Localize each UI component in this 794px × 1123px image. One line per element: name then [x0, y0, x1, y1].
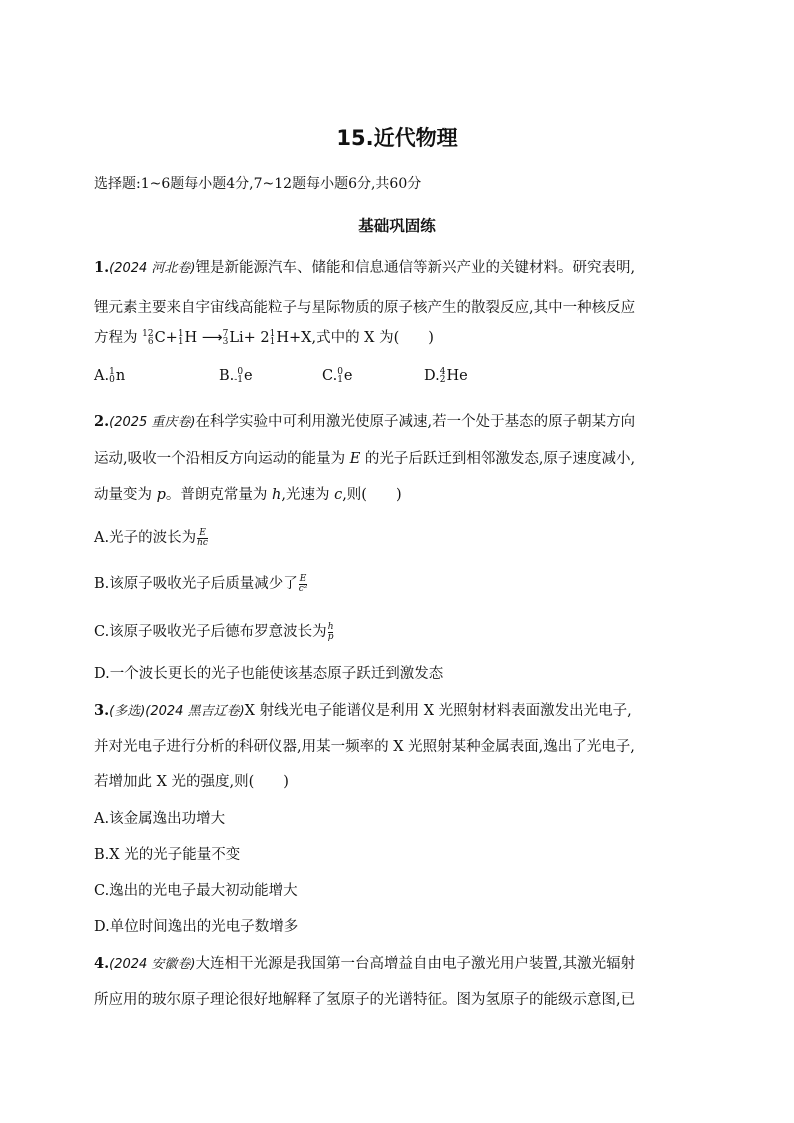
instructions: 选择题:1~6题每小题4分,7~12题每小题6分,共60分	[94, 176, 422, 192]
atomic-number: 6	[147, 337, 154, 347]
particle-symbol: e	[343, 368, 353, 384]
fraction	[197, 529, 208, 548]
text-part: ,光速为	[281, 487, 335, 503]
hydrogen-nuclide-indices	[178, 330, 184, 346]
fraction	[299, 575, 308, 594]
question-3-line-3: 若增加此 X 光的强度,则( )	[94, 774, 289, 790]
mass-number: 1	[109, 367, 115, 377]
question-2-source: (2025 重庆卷)	[109, 415, 196, 430]
mass-number: 4	[439, 367, 446, 377]
energy-symbol: E	[349, 451, 361, 467]
numerator: E	[199, 527, 206, 538]
text-part: 动量变为	[94, 487, 157, 503]
question-1-number: 1.	[94, 259, 110, 276]
particle-symbol: n	[115, 368, 126, 384]
question-1-option-b[interactable]	[219, 368, 253, 384]
question-1-text: 锂是新能源汽车、储能和信息通信等新兴产业的关键材料。研究表明,	[195, 260, 636, 276]
question-3-option-b[interactable]: B.X 光的光子能量不变	[94, 847, 241, 863]
mass-number: 0	[337, 367, 343, 377]
momentum-symbol: p	[156, 487, 166, 503]
equation-prefix: 方程为	[94, 330, 143, 346]
question-1-option-c[interactable]	[322, 368, 353, 384]
question-2-option-c[interactable]	[94, 622, 333, 642]
nuclide-indices	[109, 368, 115, 384]
question-3-line-1	[94, 701, 632, 722]
mass-number: 1	[269, 329, 276, 339]
question-2-option-a[interactable]	[94, 528, 208, 548]
question-3-option-d[interactable]: D.单位时间逸出的光电子数增多	[94, 919, 299, 935]
question-1-equation-line	[94, 328, 434, 348]
planck-symbol: h	[272, 487, 282, 503]
question-4-number: 4.	[94, 955, 110, 972]
question-4-line-1	[94, 954, 635, 975]
question-4-source: (2024 安徽卷)	[109, 957, 196, 972]
hydrogen-nuclide-indices-2	[270, 330, 276, 346]
question-1-option-a[interactable]	[94, 368, 125, 384]
mass-number: 1	[177, 329, 184, 339]
question-1-source: (2024 河北卷)	[109, 261, 196, 276]
light-speed-symbol: c	[334, 487, 343, 503]
question-2-text: 在科学实验中可利用激光使原子减速,若一个处于基态的原子朝某方向	[195, 414, 636, 430]
question-2-line-3	[94, 485, 402, 505]
lithium-symbol: Li+ 2	[229, 330, 270, 346]
option-letter: D.	[424, 368, 440, 384]
question-1-line-1	[94, 258, 635, 279]
text-part: ,则( )	[342, 487, 402, 503]
lithium-nuclide-indices	[223, 330, 229, 346]
denominator: p	[327, 631, 334, 642]
option-letter: C.	[322, 368, 338, 384]
option-text: A.光子的波长为	[94, 530, 197, 546]
atomic-number: -1	[234, 375, 244, 385]
particle-symbol: He	[446, 368, 468, 384]
page-title: 15.近代物理	[336, 126, 458, 150]
atomic-number: 1	[177, 337, 184, 347]
question-1-option-d[interactable]	[424, 368, 468, 384]
equation-suffix: H+X,式中的 X 为( )	[276, 330, 434, 346]
reaction-arrow-icon: ⟶	[201, 330, 223, 346]
denominator: c²	[298, 583, 308, 594]
numerator: h	[327, 621, 334, 632]
atomic-number: 3	[222, 337, 229, 347]
question-3-source: (2024 黑吉辽卷)	[145, 704, 245, 719]
question-4-text: 大连相干光源是我国第一台高增益自由电子激光用户装置,其激光辐射	[195, 956, 636, 972]
atomic-number: 0	[109, 375, 115, 385]
option-text: B.该原子吸收光子后质量减少了	[94, 576, 298, 592]
question-3-line-2: 并对光电子进行分析的科研仪器,用某一频率的 X 光照射某种金属表面,逸出了光电子,	[94, 739, 635, 755]
question-2-number: 2.	[94, 413, 110, 430]
mass-number: 7	[222, 329, 229, 339]
question-3-number: 3.	[94, 702, 110, 719]
question-2-option-b[interactable]	[94, 574, 307, 594]
fraction	[328, 623, 334, 642]
mass-number: 12	[142, 329, 154, 339]
text-part: 的光子后跃迁到相邻激发态,原子速度减小,	[360, 451, 636, 467]
question-1-line-2: 锂元素主要来自宇宙线高能粒子与星际物质的原子核产生的散裂反应,其中一种核反应	[94, 300, 636, 316]
question-3-option-c[interactable]: C.逸出的光电子最大初动能增大	[94, 883, 298, 899]
question-3-option-a[interactable]: A.该金属逸出功增大	[94, 811, 226, 827]
numerator: E	[299, 573, 307, 584]
nuclide-indices	[440, 368, 446, 384]
question-2-line-2	[94, 449, 635, 469]
option-letter: B.	[219, 368, 235, 384]
question-2-option-d[interactable]: D.一个波长更长的光子也能使该基态原子跃迁到激发态	[94, 666, 444, 682]
carbon-nuclide-indices	[142, 330, 153, 346]
hydrogen-symbol: H	[184, 330, 198, 346]
atomic-number: 1	[337, 375, 343, 385]
text-part: 。普朗克常量为	[165, 487, 273, 503]
mass-number: 0	[237, 367, 244, 377]
option-letter: A.	[94, 368, 110, 384]
section-heading: 基础巩固练	[358, 217, 436, 235]
question-3-text: X 射线光电子能谱仪是利用 X 光照射材料表面激发出光电子,	[244, 703, 632, 719]
atomic-number: 1	[269, 337, 276, 347]
question-3-multi-tag: (多选)	[109, 704, 146, 719]
question-4-line-2: 所应用的玻尔原子理论很好地解释了氢原子的光谱特征。图为氢原子的能级示意图,已	[94, 992, 636, 1008]
text-part: 运动,吸收一个沿相反方向运动的能量为	[94, 451, 350, 467]
carbon-symbol: C+	[154, 330, 178, 346]
option-text: C.该原子吸收光子后德布罗意波长为	[94, 624, 327, 640]
particle-symbol: e	[244, 368, 253, 384]
nuclide-indices	[234, 368, 243, 384]
atomic-number: 2	[439, 375, 446, 385]
denominator: hc	[197, 537, 208, 548]
nuclide-indices	[337, 368, 343, 384]
question-2-line-1	[94, 412, 635, 433]
